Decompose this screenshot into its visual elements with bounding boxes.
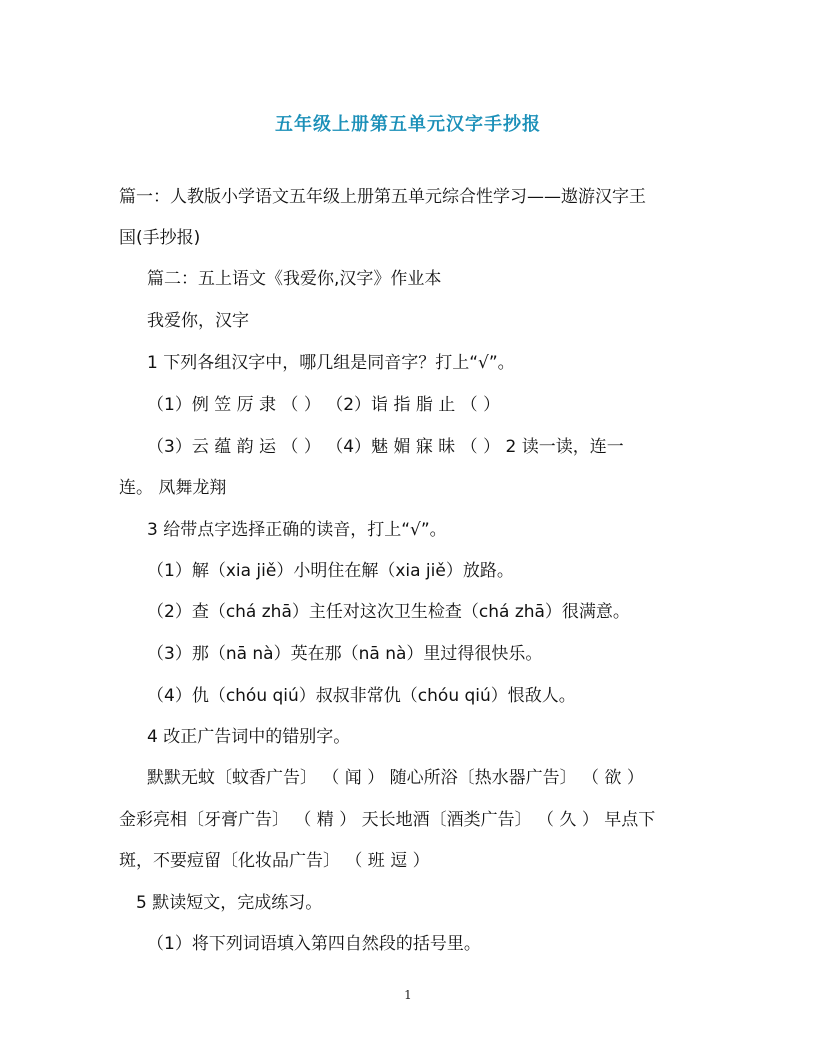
text-line: 4 改正广告词中的错别字。: [147, 727, 351, 747]
text-line: （4）仇（chóu qiú）叔叔非常仇（chóu qiú）恨敌人。: [147, 686, 576, 706]
page-number: 1: [404, 988, 412, 1002]
text-line: 斑，不要痘留〔化妆品广告〕 （ 班 逗 ）: [119, 851, 430, 871]
text-line: 3 给带点字选择正确的读音，打上“√”。: [147, 520, 447, 540]
text-line: （1）解（xia jiě）小明住在解（xia jiě）放路。: [147, 561, 514, 581]
text-line: （1）将下列词语填入第四自然段的括号里。: [147, 934, 481, 954]
text-line: 默默无蚊〔蚊香广告〕 （ 闻 ） 随心所浴〔热水器广告〕 （ 欲 ）: [147, 768, 644, 788]
text-line: 我爱你，汉字: [147, 311, 249, 331]
text-line: （3）云 蕴 韵 运 （ ） （4）魅 媚 寐 昧 （ ） 2 读一读，连一: [147, 437, 624, 457]
text-line: 1 下列各组汉字中，哪几组是同音字？打上“√”。: [147, 353, 515, 373]
text-line: 国(手抄报): [119, 228, 201, 248]
text-line: 篇一：人教版小学语文五年级上册第五单元综合性学习——遨游汉字王: [119, 187, 646, 207]
text-line: （2）查（chá zhā）主任对这次卫生检查（chá zhā）很满意。: [147, 602, 630, 622]
text-line: （1）例 笠 厉 隶 （ ） （2）诣 指 脂 止 （ ）: [147, 395, 501, 415]
text-line: 5 默读短文，完成练习。: [136, 893, 323, 913]
text-line: （3）那（nā nà）英在那（nā nà）里过得很快乐。: [147, 644, 543, 664]
text-line: 连。 凤舞龙翔: [119, 478, 227, 498]
text-line: 金彩亮相〔牙膏广告〕 （ 精 ） 天长地酒〔酒类广告〕 （ 久 ） 早点下: [119, 810, 656, 830]
text-line: 篇二：五上语文《我爱你,汉字》作业本: [147, 269, 442, 289]
page-title: 五年级上册第五单元汉字手抄报: [275, 114, 541, 135]
